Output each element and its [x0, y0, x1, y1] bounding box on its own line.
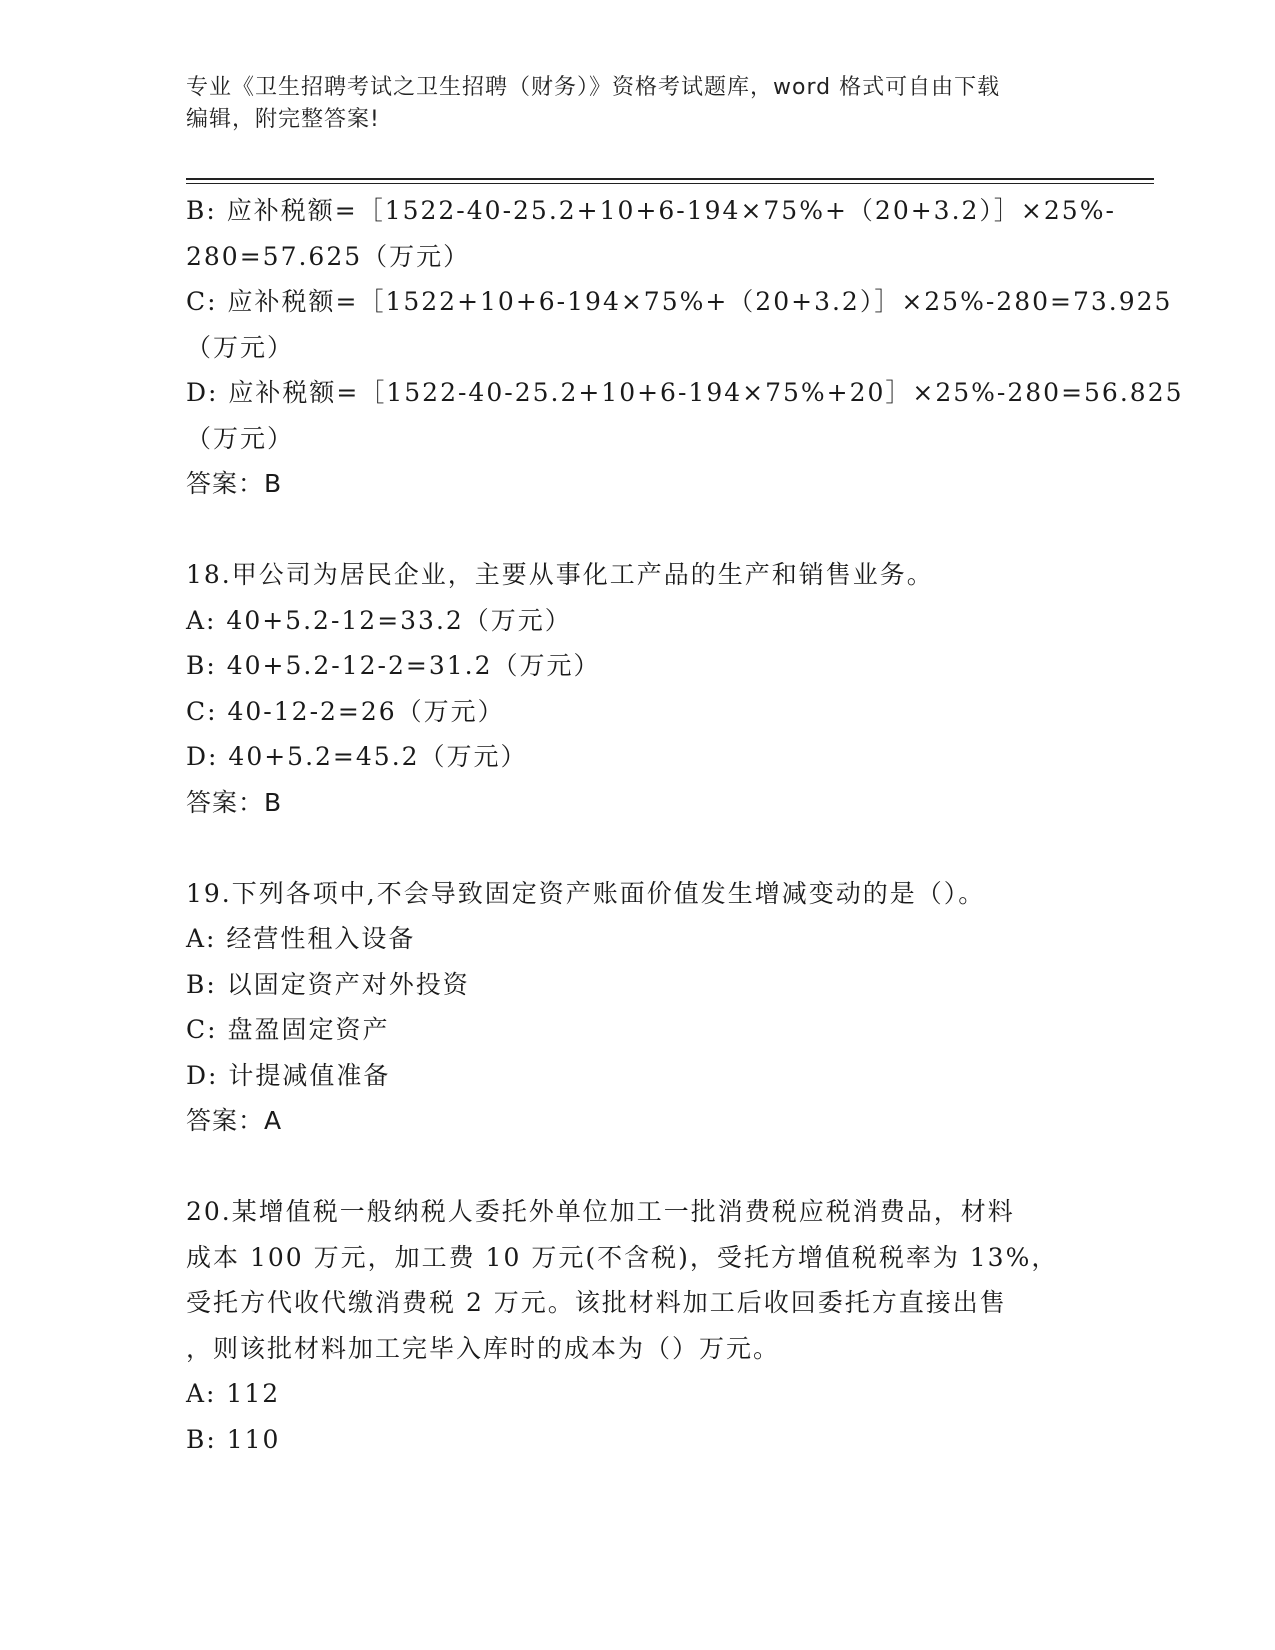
q17-option-b-line-2: 280=57.625（万元）	[186, 241, 471, 271]
q20-question-line-1: 20.某增值税一般纳税人委托外单位加工一批消费税应税消费品，材料	[186, 1197, 1015, 1226]
header-divider-thin	[186, 183, 1154, 184]
question-19-block	[186, 871, 1086, 1144]
q19-option-d: D: 计提减值准备	[186, 1060, 391, 1090]
q19-question: 19.下列各项中,不会导致固定资产账面价值发生增减变动的是（）。	[186, 878, 986, 908]
q20-option-a: A: 112	[186, 1379, 281, 1408]
q20-option-b: B: 110	[186, 1424, 281, 1454]
question-18-block	[186, 552, 1086, 825]
question-20-block	[186, 1189, 1086, 1462]
page-header	[186, 72, 1066, 136]
spacer	[186, 825, 1086, 871]
q18-question: 18.甲公司为居民企业，主要从事化工产品的生产和销售业务。	[186, 560, 934, 589]
q20-question-line-3: 受托方代收代缴消费税 2 万元。该批材料加工后收回委托方直接出售	[186, 1288, 1007, 1317]
q19-answer: 答案：A	[186, 1106, 283, 1135]
q17-option-c-line-1: C: 应补税额=［1522+10+6-194×75%+（20+3.2）］×25%-280=73.925	[186, 287, 1173, 316]
q17-option-c-line-2: （万元）	[186, 332, 295, 362]
q19-option-a: A: 经营性租入设备	[186, 924, 416, 953]
question-17-block	[186, 188, 1184, 507]
q17-option-d-line-1: D: 应补税额=［1522-40-25.2+10+6-194×75%+20］×25%-280=56.825	[186, 378, 1184, 407]
header-line-2: 编辑，附完整答案!	[186, 107, 380, 132]
q17-option-d-line-2: （万元）	[186, 423, 295, 453]
q18-option-a: A: 40+5.2-12=33.2（万元）	[186, 605, 572, 635]
q17-option-b-line-1: B: 应补税额=［1522-40-25.2+10+6-194×75%+（20+3.2）］×25%-	[186, 196, 1116, 225]
q18-option-c: C: 40-12-2=26（万元）	[186, 696, 505, 726]
q18-answer: 答案：B	[186, 787, 283, 817]
header-line-1: 专业《卫生招聘考试之卫生招聘（财务）》资格考试题库，word 格式可自由下载	[186, 75, 1001, 100]
q19-option-b: B: 以固定资产对外投资	[186, 969, 470, 999]
q17-answer: 答案：B	[186, 469, 283, 498]
q20-question-line-4: ，则该批材料加工完毕入库时的成本为（）万元。	[186, 1333, 781, 1363]
q18-option-d: D: 40+5.2=45.2（万元）	[186, 742, 528, 771]
header-divider-thick	[186, 178, 1154, 180]
document-body	[186, 188, 1184, 1462]
q20-question-line-2: 成本 100 万元，加工费 10 万元(不含税)，受托方增值税税率为 13%，	[186, 1242, 1059, 1272]
q19-option-c: C: 盘盈固定资产	[186, 1015, 390, 1044]
q18-option-b: B: 40+5.2-12-2=31.2（万元）	[186, 651, 601, 680]
spacer	[186, 1144, 1086, 1190]
spacer	[186, 507, 1086, 553]
